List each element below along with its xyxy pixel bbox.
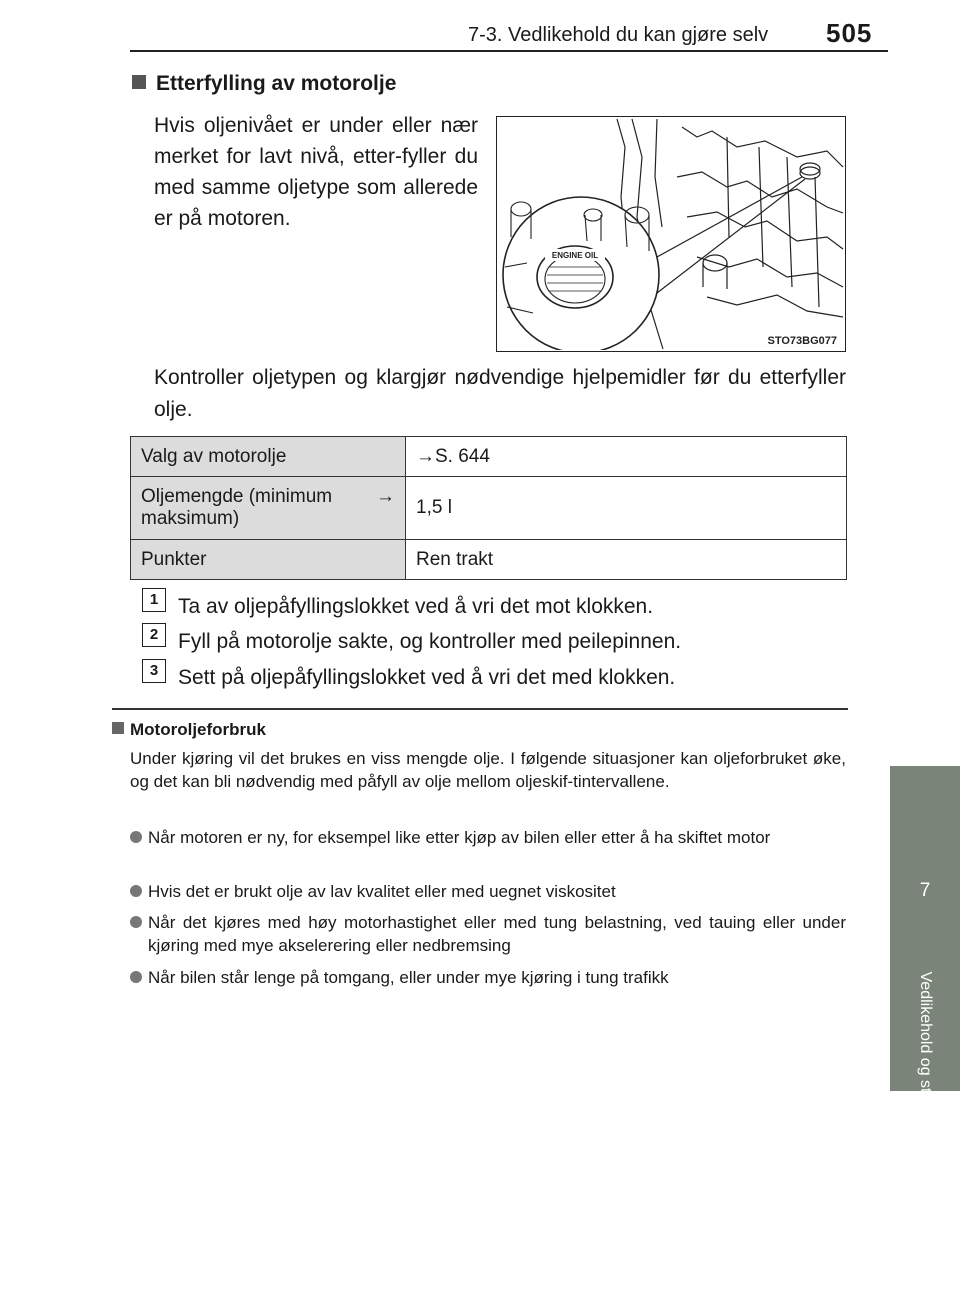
table-row <box>131 437 847 477</box>
subsection-title-text: Motoroljeforbruk <box>130 720 266 739</box>
engine-oil-cap-illustration <box>496 116 846 352</box>
table-row <box>131 540 847 580</box>
subsection-title <box>112 720 266 740</box>
table-key-line <box>141 486 395 508</box>
spec-table <box>130 436 847 580</box>
section-title-text: Etterfylling av motorolje <box>156 72 397 95</box>
section-title <box>132 72 396 96</box>
side-tab-chapter-number: 7 <box>919 880 931 901</box>
step-text: Ta av oljepåfyllingslokket ved å vri det mot klokken. <box>178 595 654 618</box>
bullet-icon <box>130 916 142 928</box>
list-item-text: Når bilen står lenge på tomgang, eller under mye kjøring i tung trafikk <box>148 968 669 987</box>
step-number: 3 <box>142 659 166 683</box>
step-text: Fyll på motorolje sakte, og kontroller med peilepinnen. <box>178 630 682 653</box>
arrow-icon: → <box>376 486 395 507</box>
list-item <box>130 966 846 989</box>
table-key <box>131 477 406 540</box>
list-item <box>130 880 846 903</box>
intro-paragraph: Hvis oljenivået er under eller nær merket for lavt nivå, etter-fyller du med samme oljetype som allerede er på motoren. <box>154 114 478 230</box>
bullet-icon <box>130 885 142 897</box>
table-value: →S. 644 <box>406 437 847 477</box>
table-value: Ren trakt <box>406 540 847 580</box>
list-item <box>130 826 846 849</box>
list-item-text: Når det kjøres med høy motorhastighet eller med tung belastning, ved tauing eller under kjøring med mye akselerering eller nedbremsing <box>148 913 846 955</box>
table-key: Punkter <box>131 540 406 580</box>
step-text: Sett på oljepåfyllingslokket ved å vri det med klokken. <box>178 666 676 689</box>
table-key: Valg av motorolje <box>131 437 406 477</box>
list-item-text: Hvis det er brukt olje av lav kvalitet eller med uegnet viskositet <box>148 882 616 901</box>
figure-code: STO73BG077 <box>767 335 837 347</box>
section-divider <box>112 708 848 710</box>
list-item <box>130 911 846 957</box>
page-number: 505 <box>826 18 873 48</box>
side-tab-top <box>890 766 960 861</box>
header-rule <box>130 50 888 52</box>
table-key-part: maksimum) <box>141 508 240 529</box>
step-number: 2 <box>142 623 166 647</box>
check-paragraph: Kontroller oljetypen og klargjør nødvendige hjelpemidler før du etterfyller olje. <box>154 366 846 421</box>
step-number: 1 <box>142 588 166 612</box>
table-key-part: Oljemengde (minimum <box>141 486 333 507</box>
list-item-text: Når motoren er ny, for eksempel like etter kjøp av bilen eller etter å ha skiftet motor <box>148 828 771 847</box>
consumption-paragraph: Under kjøring vil det brukes en viss mengde olje. I følgende situasjoner kan oljeforbruket øke, og det kan bli nødvendig med påfyll av olje mellom oljeskif-tintervallene. <box>130 749 846 791</box>
section-square-icon <box>132 75 146 89</box>
bullet-icon <box>130 831 142 843</box>
bullet-icon <box>130 971 142 983</box>
table-value: 1,5 l <box>406 477 847 540</box>
engine-bay-drawing <box>497 117 844 350</box>
header-section-title: 7-3. Vedlikehold du kan gjøre selv <box>468 24 769 46</box>
table-row <box>131 477 847 540</box>
cap-label: ENGINE OIL <box>551 251 599 260</box>
side-tab-chapter-label: Vedlikehold og stell <box>917 971 934 1109</box>
subsection-square-icon <box>112 722 124 734</box>
